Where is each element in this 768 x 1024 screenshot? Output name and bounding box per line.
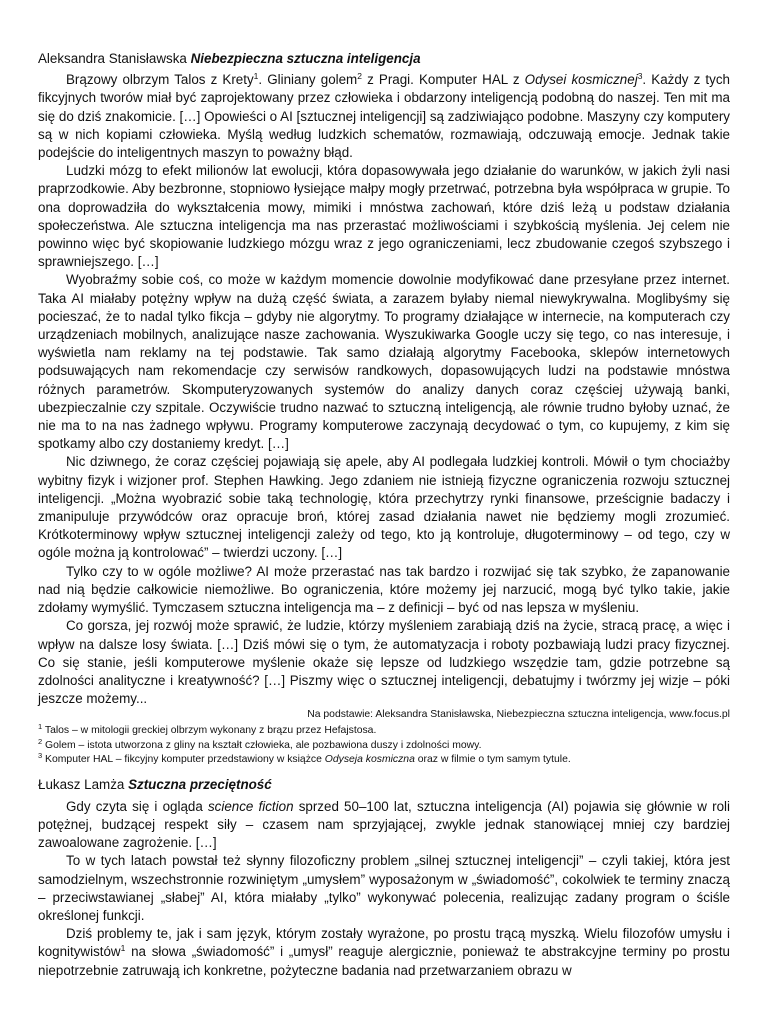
article1-paragraph-2: Ludzki mózg to efekt milionów lat ewolucji, która dopasowywała jego działanie do warunków, w jakich żyli nasi praprzodkowie. Aby bezbronne, stopniowo łysiejące małpy mogły przetrwać, potrzebna była współpraca w grupie. To ona doprowadziła do wykształcenia mowy, mimiki i mnóstwa zachowań, które dziś leżą u podstaw działania społeczeństwa. Ale sztuczna inteligencja ma nas przerastać możliwościami i szybkością myślenia. Jej celem nie powinno więc być skopiowanie ludzkiego mózgu wraz z jego ograniczeniami, lecz zbudowanie czegoś szybszego i sprawniejszego. […] xyxy=(38,163,730,270)
article1-author: Aleksandra Stanisławska xyxy=(38,51,187,66)
footnote-number: 2 xyxy=(38,736,43,746)
text-run: Gdy czyta się i ogląda xyxy=(66,798,208,814)
article1-paragraph-4: Nic dziwnego, że coraz częściej pojawiają się apele, aby AI podlegała ludzkiej kontroli. Mówił o tym chociażby wybitny fizyk i wizjoner prof. Stephen Hawking. Jego zdaniem nie istnieją fizyczne ograniczenia rozwoju sztucznej inteligencji. „Można wyobrazić sobie taką technologię, która przechytrzy rynki finansowe, prześcignie badaczy i zmanipuluje przywódców oraz opracuje broń, której zasad działania nawet nie będziemy mogli zrozumieć. Krótkoterminowy wpływ sztucznej inteligencji zależy od tego, kto ją kontroluje, długoterminowy – od tego, czy w ogóle można ją kontrolować” – twierdzi uczony. […] xyxy=(38,454,730,561)
text-run: Brązowy olbrzym Talos z Krety xyxy=(66,72,254,88)
source-citation: Na podstawie: Aleksandra Stanisławska, Niebezpieczna sztuczna inteligencja, www.focus.pl xyxy=(307,709,730,721)
footnote-text: oraz w filmie o tym samym tytule. xyxy=(414,754,571,766)
article2-author: Łukasz Lamża xyxy=(38,776,125,792)
article1-heading xyxy=(38,50,730,68)
footnote-text: Golem – istota utworzona z gliny na kształt człowieka, ale pozbawiona duszy i zdolności mowy. xyxy=(42,739,482,751)
text-run: na słowa „świadomość” i „umysł” reaguje alergicznie, ponieważ te abstrakcyjne terminy po prostu niepotrzebnie zatruwają ich konkretne, pożyteczne badania nad przetwarzaniem obrazu w xyxy=(38,944,730,978)
text-run: . Gliniany golem xyxy=(258,72,358,88)
italic-title: Odyseja kosmiczna xyxy=(324,754,415,766)
text-run: . Każdy z tych fikcyjnych tworów miał być zaprojektowany przez człowieka i obdarzony inteligencją podobną do naszej. Ten mit ma się do dziś znakomicie. […] Opowieści o AI [sztucznej inteligencji] są zadziwiająco podobne. Maszyny czy komputery są w nich kopiami człowieka. Myślą według ludzkich schematów, rozmawiają, odczuwają emocje. Jednak takie podejście do inteligentnych maszyn to poważny błąd. xyxy=(38,72,730,161)
footnote-3 xyxy=(38,753,730,767)
italic-phrase: science fiction xyxy=(207,798,294,814)
article1-paragraph-5: Tylko czy to w ogóle możliwe? AI może przerastać nas tak bardzo i rozwijać się tak szybko, że zapanowanie nad nią będzie całkowicie niemożliwe. Bo ograniczenia, które możemy jej narzucić, mogą być tylko takie, jakie zdołamy wymyślić. Tymczasem sztuczna inteligencja ma – z definicji – być od nas lepsza w myśleniu. xyxy=(38,563,730,616)
article1-paragraph-3: Wyobraźmy sobie coś, co może w każdym momencie dowolnie modyfikować dane przesyłane przez internet. Taka AI miałaby potężny wpływ na dużą część świata, a zarazem byłaby niemal niewykrywalna. Moglibyśmy się pocieszać, że to nadal tylko fikcja – gdyby nie algorytmy. To programy działające w internecie, na komputerach czy urządzeniach mobilnych, analizujące nasze zachowania. Wyszukiwarka Google uczy się tego, co nas interesuje, i wyświetla nam reklamy na tej podstawie. Tak samo działają algorytmy Facebooka, sklepów internetowych podsuwających nam rekomendacje czy serwisów randkowych, dopasowujących ludzi na podstawie mnóstwa różnych parametrów. Skomputeryzowanych systemów do analizy danych coraz częściej używają banki, ubezpieczalnie czy szpitale. Oczywiście trudno nazwać to sztuczną inteligencją, ale równie trudno byłoby uznać, że nie ma to na nas żadnego wpływu. Programy komputerowe zaczynają decydować o tym, co kupujemy, z kim się spotkamy albo czy dostaniemy kredyt. […] xyxy=(38,272,730,452)
footnotes xyxy=(38,724,730,767)
footnote-2 xyxy=(38,736,730,753)
article2-title: Sztuczna przeciętność xyxy=(128,776,272,792)
text-run: Dziś problemy te, jak i sam język, którym zostały wyrażone, po prostu trącą myszką. Wielu filozofów umysłu i kognitywistów xyxy=(38,926,730,960)
article2-heading xyxy=(38,776,730,794)
footnote-ref: 1 xyxy=(120,943,126,954)
footnote-ref: 3 xyxy=(637,71,643,82)
text-run: z Pragi. Komputer HAL z xyxy=(361,72,525,88)
footnote-text: Talos – w mitologii greckiej olbrzym wykonany z brązu przez Hefajstosa. xyxy=(42,725,377,737)
italic-title: Odysei kosmicznej xyxy=(524,72,638,88)
text-run: sprzed 50–100 lat, sztuczna inteligencja (AI) pojawia się głównie w roli potężnej, budzącej respekt siły – czasem nam sprzyjającej, zwykle jednak stanowiącej mniej czy bardziej zawoalowane zagrożenie. […] xyxy=(38,798,731,851)
footnote-1 xyxy=(38,724,730,738)
article2-paragraph-1 xyxy=(38,798,730,853)
article2-paragraph-3 xyxy=(38,925,730,980)
footnote-number: 1 xyxy=(38,722,43,732)
article1-title: Niebezpieczna sztuczna inteligencja xyxy=(190,51,421,66)
footnote-number: 3 xyxy=(38,751,43,761)
footnote-ref: 2 xyxy=(357,71,362,82)
article2-paragraph-2: To w tych latach powstał też słynny filozoficzny problem „silnej sztucznej inteligencji” – czyli takiej, która jest samodzielnym, wszechstronnie rozwiniętym „umysłem” wyposażonym w „świadomość”, cokolwiek te terminy znaczą – przeciwstawianej „słabej” AI, która miałaby „tylko” wykonywać polecenia, realizując zadany program o ściśle określonej funkcji. xyxy=(38,853,730,923)
article1-paragraph-6: Co gorsza, jej rozwój może sprawić, że ludzie, którzy myśleniem zarabiają dziś na życie, stracą pracę, a więc i wpływ na dalsze losy świata. […] Dziś mówi się o tym, że automatyzacja i roboty pozbawiają ludzi pracy fizycznej. Co się stanie, jeśli komputerowe myślenie okaże się lepsze od ludzkiego wszędzie tam, gdzie potrzebne są zdolności analityczne i kreatywność? […] Piszmy więc o sztucznej inteligencji, debatujmy i twórzmy jej wizje – póki jeszcze możemy... xyxy=(38,618,730,707)
footnote-ref: 1 xyxy=(253,71,259,82)
article1-paragraph-1 xyxy=(38,71,730,162)
footnote-text: Komputer HAL – fikcyjny komputer przedstawiony w książce xyxy=(42,754,325,766)
